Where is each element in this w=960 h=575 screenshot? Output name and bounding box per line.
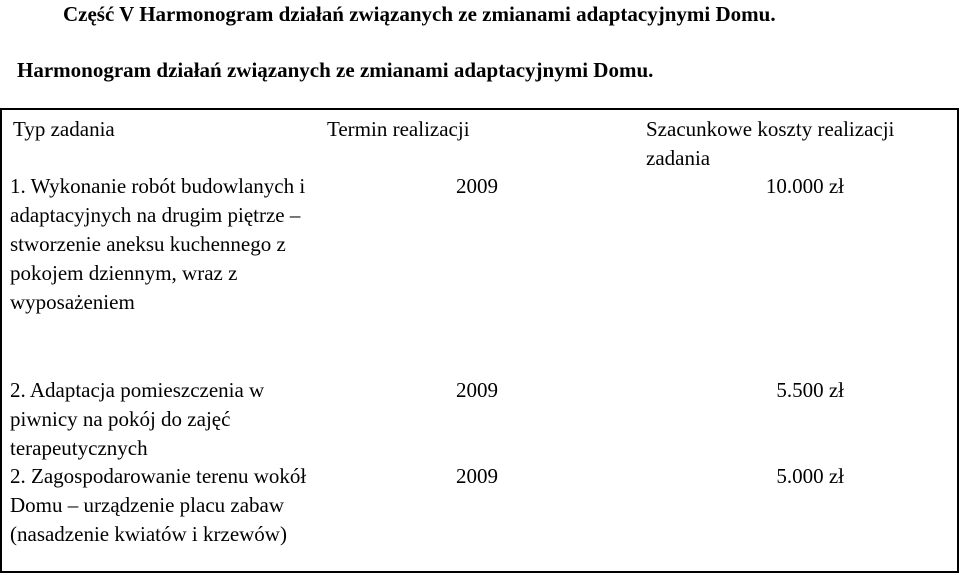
table-row-2-task: 2. Adaptacja pomieszczenia w piwnicy na pokój do zajęć terapeutycznych xyxy=(10,378,265,460)
column-header-term: Termin realizacji xyxy=(327,117,470,141)
table-row-1-cost: 10.000 zł xyxy=(765,174,844,198)
table-border-right xyxy=(957,108,959,573)
table-border-top xyxy=(0,108,959,110)
table-row-2-cost: 5.500 zł xyxy=(776,378,844,402)
table-row-3-term: 2009 xyxy=(456,464,498,488)
table-row-3-cost: 5.000 zł xyxy=(776,464,844,488)
schedule-title: Harmonogram działań związanych ze zmianami adaptacyjnymi Domu. xyxy=(17,58,654,82)
table-row-2-term: 2009 xyxy=(456,378,498,402)
table-border-left xyxy=(0,108,2,573)
part-title: Część V Harmonogram działań związanych ze zmianami adaptacyjnymi Domu. xyxy=(63,2,776,26)
table-row-1-term: 2009 xyxy=(456,174,498,198)
table-row-3-task: 2. Zagospodarowanie terenu wokół Domu – urządzenie placu zabaw (nasadzenie kwiatów i krzewów) xyxy=(10,464,307,546)
table-border-bottom xyxy=(0,571,959,573)
column-header-cost: Szacunkowe koszty realizacji zadania xyxy=(646,117,895,170)
table-row-1-task: 1. Wykonanie robót budowlanych i adaptacyjnych na drugim piętrze – stworzenie aneksu kuchennego z pokojem dziennym, wraz z wyposażeniem xyxy=(10,174,306,314)
column-header-task-type: Typ zadania xyxy=(13,117,115,141)
